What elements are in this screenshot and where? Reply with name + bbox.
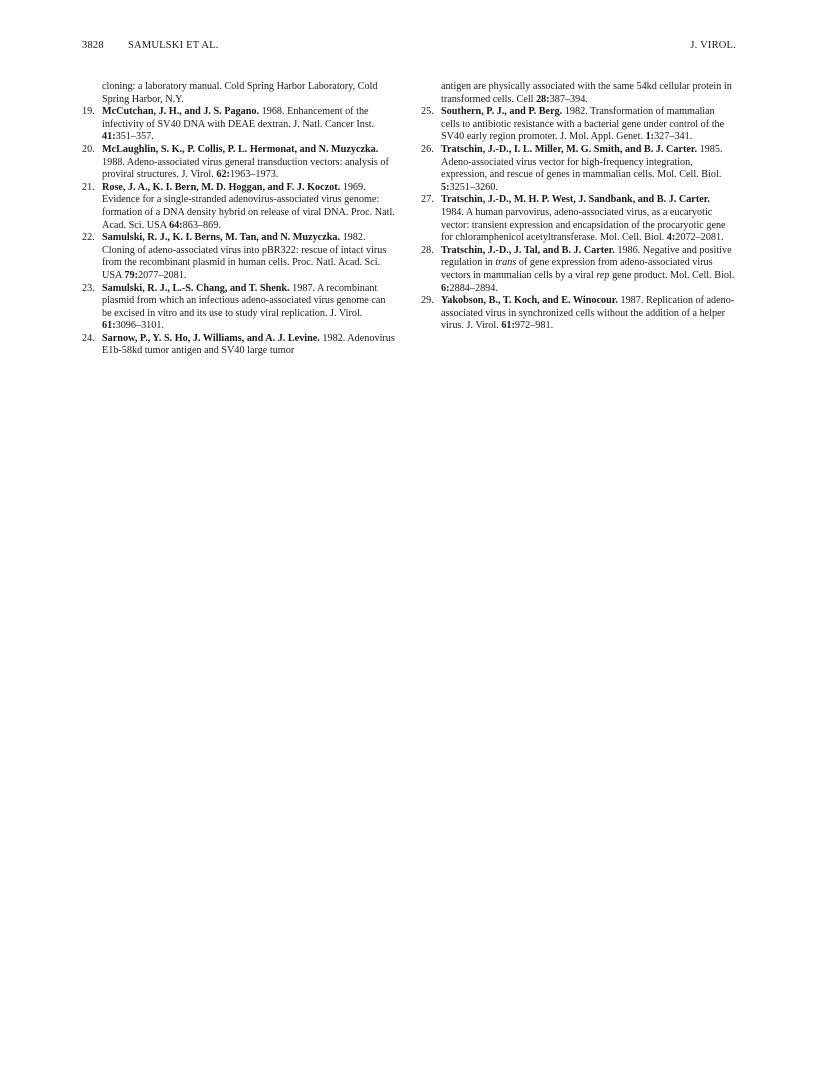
reference-23: 23. Samulski, R. J., L.-S. Chang, and T. Shenk. 1987. A recombinant plasmid from which an infectious adeno-associated virus genome can be excised in vitro and its use to study viral replication. J. Virol. 61:3096–3101. <box>82 282 386 332</box>
running-title: SAMULSKI ET AL. <box>128 40 219 51</box>
reference-column-left <box>82 81 396 358</box>
reference-20: 20. McLaughlin, S. K., P. Collis, P. L. Hermonat, and N. Muzyczka. 1988. Adeno-associated virus general transduction vectors: analysis of proviral structures. J. Virol. 62:1963–1973. <box>82 143 389 181</box>
reference-continuation: cloning: a laboratory manual. Cold Spring Harbor Laboratory, Cold Spring Harbor, N.Y. <box>102 81 378 105</box>
reference-22: 22. Samulski, R. J., K. I. Berns, M. Tan, and N. Muzyczka. 1982. Cloning of adeno-associated virus into pBR322: rescue of intact virus from the recombinant plasmid in human cells. Proc. Natl. Acad. Sci. USA 79:2077–2081. <box>82 232 387 281</box>
reference-24: 24. Sarnow, P., Y. S. Ho, J. Williams, and A. J. Levine. 1982. Adenovirus E1b-58kd tumor antigen and SV40 large tumor <box>82 332 395 357</box>
journal-abbrev: J. VIROL. <box>690 40 736 51</box>
reference-19: 19. McCutchan, J. H., and J. S. Pagano. 1968. Enhancement of the infectivity of SV40 DNA with DEAE dextran. J. Natl. Cancer Inst. 41:351–357. <box>82 106 375 143</box>
reference-21: 21. Rose, J. A., K. I. Bern, M. D. Hoggan, and F. J. Koczot. 1969. Evidence for a single-stranded adenovirus-associated virus genome: formation of a DNA density hybrid on release of viral DNA. Proc. Natl. Acad. Sci. USA 64:863–869. <box>82 181 395 231</box>
page-header <box>82 40 736 54</box>
reference-25: 25. Southern, P. J., and P. Berg. 1982. Transformation of mammalian cells to antibiotic resistance with a bacterial gene under control of the SV40 early region promoter. J. Mol. Appl. Genet. 1:327–341. <box>421 106 725 143</box>
reference-28: 28. Tratschin, J.-D., J. Tal, and B. J. Carter. 1986. Negative and positive regulation in trans of gene expression from adeno-associated virus vectors in mammalian cells by a viral rep gene product. Mol. Cell. Biol. 6:2884–2894. <box>421 244 735 294</box>
reference-continuation: antigen are physically associated with the same 54kd cellular protein in transformed cells. Cell 28:387–394. <box>441 81 732 105</box>
reference-26: 26. Tratschin, J.-D., I. L. Miller, M. G. Smith, and B. J. Carter. 1985. Adeno-associated virus vector for high-frequency integration, expression, and rescue of genes in mammalian cells. Mol. Cell. Biol. 5:3251–3260. <box>421 143 723 193</box>
page-number: 3828 <box>82 40 104 51</box>
reference-29: 29. Yakobson, B., T. Koch, and E. Winocour. 1987. Replication of adeno-associated virus in synchronized cells without the addition of a helper virus. J. Virol. 61:972–981. <box>421 295 735 332</box>
reference-27: 27. Tratschin, J.-D., M. H. P. West, J. Sandbank, and B. J. Carter. 1984. A human parvovirus, adeno-associated virus, as a eucaryotic vector: transient expression and encapsidation of the procaryotic gene for chloramphenicol acetyltransferase. Mol. Cell. Biol. 4:2072–2081. <box>421 194 726 244</box>
reference-column-right <box>421 81 735 333</box>
